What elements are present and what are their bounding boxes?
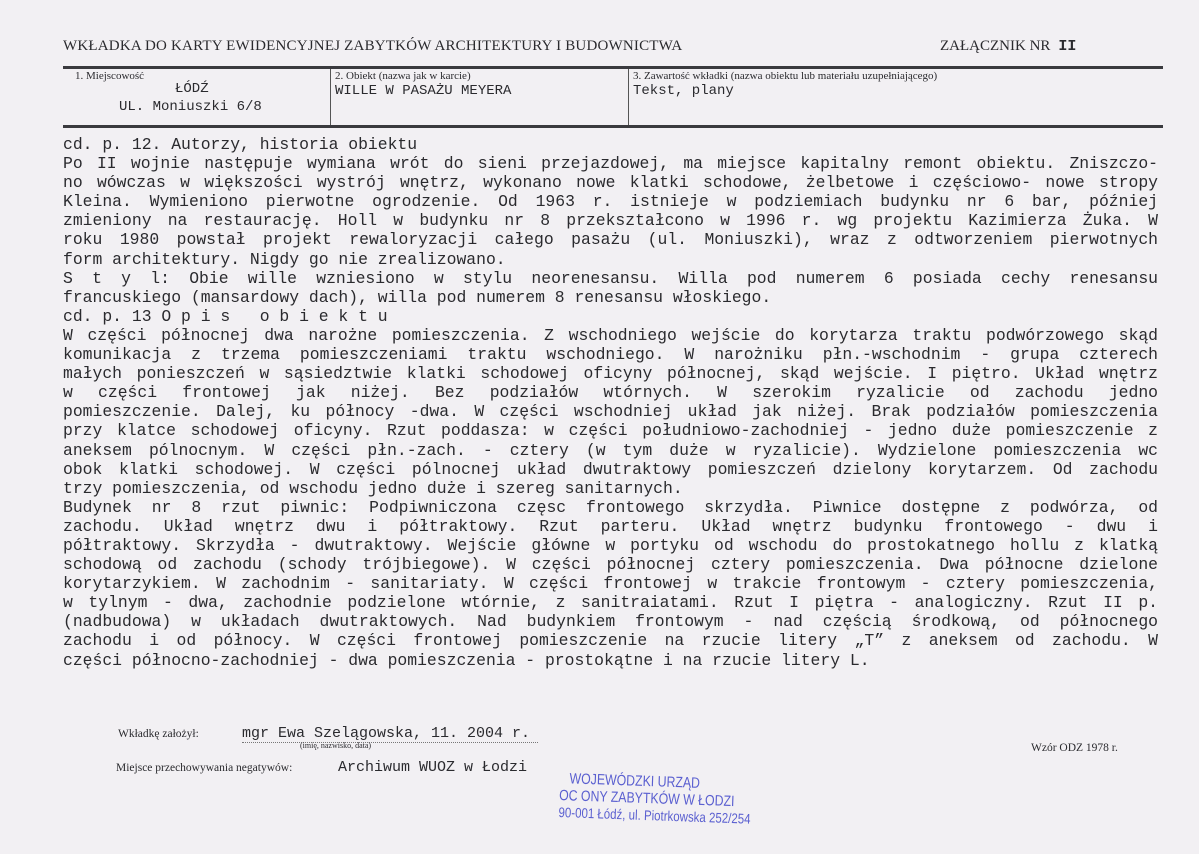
content-label: 3. Zawartość wkładki (nazwa obiektu lub materiału uzupełniającego) [633,70,938,82]
object-label: 2. Obiekt (nazwa jak w karcie) [335,70,471,82]
body-line: form architektury. Nigdy go nie zrealizowano. [63,249,506,269]
body-line: Budynek nr 8 rzut piwnic: Podpiwniczona częsc frontowego skrzydła. Piwnice dostępne z podwórza, od [63,497,1158,517]
body-line: S t y l: Obie wille wzniesiono w stylu neorenesansu. Willa pod numerem 6 posiada cechy renesansu [63,268,1158,288]
body-line: w tylnym - dwa, zachodnie podzielone wtórnie, z sanitraiatami. Rzut I piętra - analogiczny. Rzut II p. [63,593,1158,613]
body-line: Kleina. Wymieniono pierwotne ogrodzenie. Od 1963 r. istnieje w podziemiach budynku nr 6 bar, później [63,192,1158,212]
form-version: Wzór ODZ 1978 r. [1031,742,1118,754]
body-line: schodową od zachodu (schody trójbiegowe). W części północnej cztery pomieszczenia. Dwa północne dzielone [63,555,1158,575]
body-text [63,135,1158,670]
body-line: pomieszczenie. Dalej, ku północy -dwa. W części wschodniej układ jak niżej. Brak podziałów pomieszczenia [63,402,1158,422]
object-cell [331,69,629,125]
stamp-line-3: 90-001 Łódź, ul. Piotrkowska 252/254 [558,803,751,827]
body-line: zachodu. Układ wnętrz dwu i półtraktowy. Rzut parteru. Układ wnętrz budynku frontowego - dwu i [63,516,1158,536]
storage-value: Archiwum WUOZ w Łodzi [338,759,528,776]
body-line: obok klatki schodowej. W części pólnocnej układ dwutraktowy pomieszczeń dzielony korytarzem. Od zachodu [63,459,1158,479]
location-city: ŁÓDŹ [175,81,209,97]
office-stamp [558,770,752,828]
location-cell [63,69,331,125]
body-line: małych ponieszczeń w sąsiedztwie klatki schodowej oficyny północnej, skąd wejście. I piętro. Układ wnętrz [63,364,1158,384]
body-line: aneksem pólnocnym. W części płn.-zach. - cztery (w tym duże w ryzalicie). Wydzielone pomieszczenia wc [63,440,1158,460]
author-label: Wkładkę założył: [118,728,199,740]
body-line: przy klatce schodowej oficyny. Rzut poddasza: w części południowo-zachodniej - jedno duże pomieszczenie z [63,421,1158,441]
content-value: Tekst, plany [633,83,734,99]
body-line: cd. p. 12. Autorzy, historia obiektu [63,135,418,154]
annex-value: II [1058,38,1077,55]
storage-label: Miejsce przechowywania negatywów: [116,762,293,774]
body-line: trzy pomieszczenia, od wschodu jedno duże i szereg sanitarnych. [63,478,683,498]
body-line: komunikacja z trzema pomieszczeniami traktu wschodniego. W narożniku płn.-wschodnim - grupa czterech [63,345,1158,365]
location-label: 1. Miejscowość [75,70,145,82]
stamp-line-1: WOJEWÓDZKI URZĄD [569,770,701,792]
body-line: zachodu i od północy. W części frontowej pomieszczenie na rzucie litery „T” z aneksem od zachodu. W [63,631,1158,651]
author-value: mgr Ewa Szelągowska, 11. 2004 r. [242,725,538,743]
stamp-line-2: OC ONY ZABYTKÓW W ŁODZI [558,786,735,811]
body-line: części północno-zachodniej - dwa pomieszczenia - prostokątne i na rzucie litery L. [63,650,870,670]
annex-label: ZAŁĄCZNIK NR [940,38,1051,54]
body-line: (nadbudowa) w układach dwutraktowych. Nad budynkiem frontowym - nad częścią środkową, od północnego [63,612,1158,632]
author-hint: (imię, nazwisko, data) [300,741,372,750]
location-street: UL. Moniuszki 6/8 [119,99,262,115]
body-line: W części północnej dwa narożne pomieszczenia. Z wschodniego wejście do korytarza traktu podwórzowego skąd [63,325,1158,345]
body-line: półtraktowy. Skrzydła - dwutraktowy. Wejście główne w portyku od wschodu do prostokatnego hollu z klatką [63,535,1158,555]
body-line: Po II wojnie następuje wymiana wrót do sieni przejazdowej, ma miejsce kapitalny remont obiektu. Zniszczo- [63,154,1158,174]
annex-number [940,38,1076,55]
body-line: cd. p. 13 O p i s o b i e k t u [63,306,388,326]
body-line: no wówczas w większości wystrój wnętrz, wykonano nowe klatki schodowe, żelbetowe i częściowo- nowe stropy [63,173,1158,193]
document-title: WKŁADKA DO KARTY EWIDENCYJNEJ ZABYTKÓW ARCHITEKTURY I BUDOWNICTWA [63,38,683,54]
body-line: francuskiego (mansardowy dach), willa pod numerem 8 renesansu włoskiego. [63,287,772,307]
object-value: WILLE W PASAŻU MEYERA [335,83,512,99]
body-line: korytarzykiem. W zachodnim - sanitariaty. W części frontowej w trakcie frontowym - cztery pomieszczenia, [63,574,1158,594]
header-fields-table [63,66,1163,128]
content-cell [629,69,1163,125]
body-line: zmieniony na restaurację. Holl w budynku nr 8 przekształcono w 1996 r. wg projektu Kazimierza Żuka. W [63,211,1158,231]
body-line: roku 1980 powstał projekt rewaloryzacji całego pasażu (ul. Moniuszki), wraz z odtworzeniem pierwotnych [63,230,1158,250]
body-line: w części frontowej jak niżej. Bez podziałów wtórnych. W szerokim ryzalicie od zachodu jedno [63,383,1158,403]
